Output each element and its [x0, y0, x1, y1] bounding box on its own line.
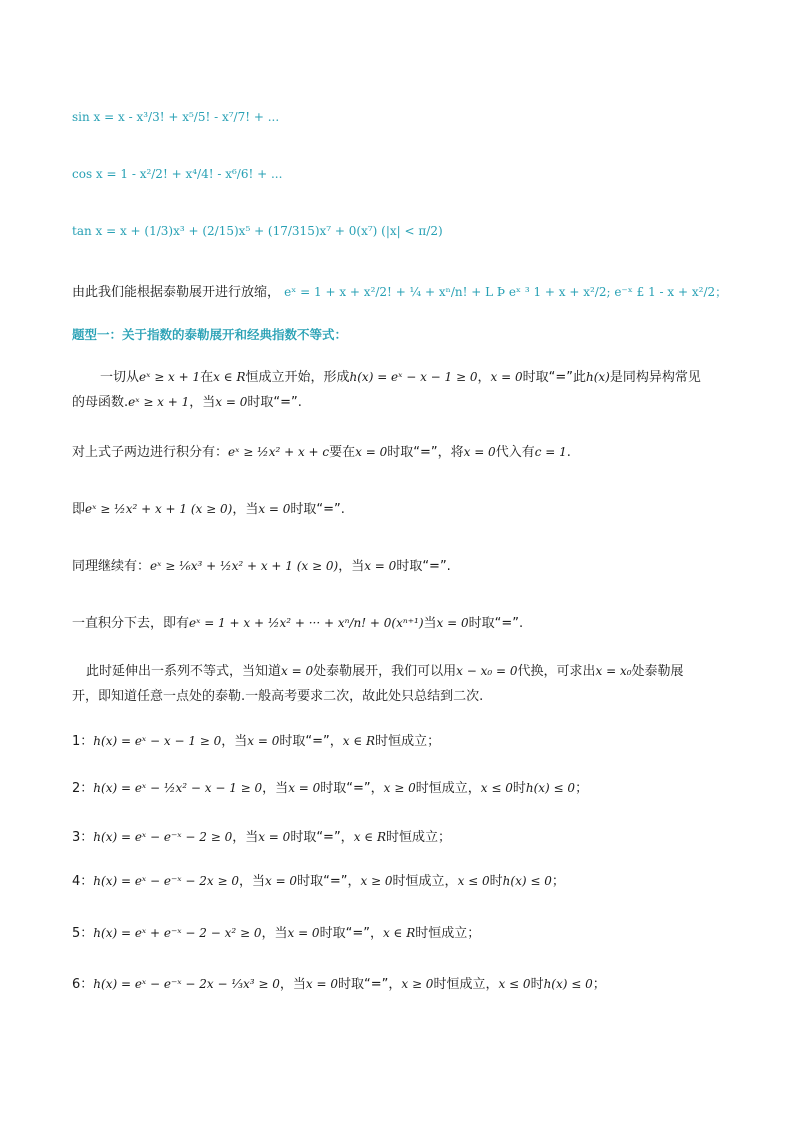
formula: x ≥ 0	[383, 781, 416, 795]
text: 时取“=”此	[522, 370, 586, 385]
text: 即	[72, 502, 86, 517]
paragraph-cubic	[72, 557, 451, 576]
sin-series: sin x = x - x³/3! + x⁵/5! - x⁷/7! + ...	[72, 110, 280, 124]
formula: h(x) = eˣ − x − 1 ≥ 0	[349, 370, 478, 384]
formula: x = 0	[463, 445, 496, 459]
paragraph-origin	[100, 368, 701, 387]
list-item	[72, 924, 480, 943]
text: 的母函数.	[72, 395, 129, 410]
text: 要在	[329, 445, 356, 460]
text: ；	[551, 874, 565, 889]
formula: x = 0	[288, 781, 321, 795]
formula: eˣ ≥ ½x² + x + 1 (x ≥ 0)	[85, 502, 233, 516]
formula: x ∈ R	[213, 370, 246, 384]
formula: eˣ ≥ x + 1	[139, 370, 201, 384]
text: ，当	[338, 559, 365, 574]
formula: x = 0	[247, 734, 280, 748]
text: ，当	[262, 781, 289, 796]
text: 时取“=”.	[247, 395, 302, 410]
formula: h(x) ≤ 0	[525, 781, 576, 795]
text: 时恒成立；	[375, 734, 441, 749]
text: 当	[423, 616, 437, 631]
text: 时取“=”，	[279, 734, 343, 749]
formula: x = 0	[258, 502, 291, 516]
paragraph-extension-cont: 开，即知道任意一点处的泰勒.一般高考要求二次，故此处只总结到二次.	[72, 689, 484, 704]
text: 时恒成立；	[415, 926, 481, 941]
text: 时取“=”，将	[387, 445, 464, 460]
formula: eˣ ≥ x + 1	[128, 395, 190, 409]
formula: x = 0	[436, 616, 469, 630]
section-heading: 题型一：关于指数的泰勒展开和经典指数不等式：	[72, 327, 348, 342]
formula: x = 0	[364, 559, 397, 573]
text: ；	[575, 781, 589, 796]
text: 时取“=”.	[396, 559, 451, 574]
formula: x ∈ R	[342, 734, 376, 748]
text: 时恒成立，	[415, 781, 481, 796]
text: 时恒成立，	[392, 874, 458, 889]
text: ，当	[238, 874, 265, 889]
paragraph-extension	[86, 662, 684, 681]
formula: x ≤ 0	[457, 874, 490, 888]
list-item	[72, 872, 565, 891]
formula: x − x₀ = 0	[456, 664, 518, 678]
paragraph-series	[72, 614, 523, 633]
text: ，当	[261, 926, 288, 941]
text: 时	[530, 977, 544, 992]
text: 时	[489, 874, 503, 889]
intro-inequality: eˣ = 1 + x + x²/2! + ¼ + xⁿ/n! + L Þ eˣ ³ 1 + x + x²/2; e⁻ˣ £ 1 - x + x²/2；	[284, 285, 728, 299]
formula: x = 0	[264, 874, 298, 888]
formula: x = 0	[258, 830, 291, 844]
formula: x ∈ R	[353, 830, 387, 844]
text: 同理继续有：	[72, 559, 151, 574]
text: 对上式子两边进行积分有：	[72, 445, 229, 460]
item-number: 2：	[72, 781, 94, 796]
text: ，当	[232, 502, 259, 517]
formula: eˣ ≥ ⅙x³ + ½x² + x + 1 (x ≥ 0)	[150, 559, 339, 573]
formula: h(x) ≤ 0	[502, 874, 552, 888]
item-number: 5：	[72, 926, 94, 941]
formula: x = 0	[355, 445, 388, 459]
formula: h(x) ≤ 0	[543, 977, 593, 991]
text: 时恒成立；	[386, 830, 452, 845]
formula: h(x) = eˣ − e⁻ˣ − 2x − ⅓x³ ≥ 0	[93, 977, 280, 991]
tan-series: tan x = x + (1/3)x³ + (2/15)x⁵ + (17/315)x⁷ + 0(x⁷) (|x| < π/2)	[72, 224, 443, 238]
text: ，当	[221, 734, 248, 749]
formula: eˣ ≥ ½x² + x + c	[228, 445, 330, 459]
formula: x = 0	[305, 977, 338, 991]
text: 时取“=”，	[337, 977, 402, 992]
list-item	[72, 975, 606, 994]
text: 代入有	[495, 445, 535, 460]
paragraph-origin-cont	[72, 393, 302, 412]
formula: c = 1	[534, 445, 567, 459]
item-number: 3：	[72, 830, 94, 845]
formula: x ≥ 0	[401, 977, 434, 991]
text: 一切从	[100, 370, 140, 385]
text: 在	[200, 370, 214, 385]
text: 时取“=”，	[320, 781, 384, 796]
formula: x = 0	[215, 395, 248, 409]
text: 此时延伸出一系列不等式，当知道	[86, 664, 282, 679]
text: ；	[592, 977, 606, 992]
formula: h(x) = eˣ − e⁻ˣ − 2x ≥ 0	[93, 874, 239, 888]
item-number: 6：	[72, 977, 94, 992]
formula: h(x) = eˣ − x − 1 ≥ 0	[93, 734, 222, 748]
formula: h(x) = eˣ − e⁻ˣ − 2 ≥ 0	[93, 830, 233, 844]
text: 是同构异构常见	[609, 370, 701, 385]
text: ，当	[232, 830, 259, 845]
formula: h(x)	[586, 370, 610, 384]
text: 恒成立开始，形成	[245, 370, 350, 385]
text: 一直积分下去，即有	[72, 616, 190, 631]
formula: eˣ = 1 + x + ½x² + ··· + xⁿ/n! + 0(xⁿ⁺¹)	[189, 616, 424, 630]
text: 时	[512, 781, 526, 796]
text: 时恒成立，	[433, 977, 499, 992]
formula: x ∈ R	[382, 926, 416, 940]
formula: x ≤ 0	[480, 781, 513, 795]
intro-text: 由此我们能根据泰勒展开进行放缩，	[72, 285, 281, 300]
text: 时取“=”，	[319, 926, 383, 941]
list-item	[72, 732, 440, 751]
paragraph-integral	[72, 443, 571, 462]
cos-series: cos x = 1 - x²/2! + x⁴/4! - x⁶/6! + ...	[72, 167, 283, 181]
formula: x ≥ 0	[360, 874, 393, 888]
text: 代换，可求出	[517, 664, 596, 679]
formula: x = 0	[287, 926, 320, 940]
formula: x = 0	[490, 370, 523, 384]
text: 处泰勒展开，我们可以用	[313, 664, 457, 679]
formula: h(x) = eˣ + e⁻ˣ − 2 − x² ≥ 0	[93, 926, 262, 940]
formula: h(x) = eˣ − ½x² − x − 1 ≥ 0	[93, 781, 263, 795]
text: ，当	[279, 977, 306, 992]
text: 时取“=”.	[468, 616, 524, 631]
formula: x = x₀	[595, 664, 632, 678]
item-number: 1：	[72, 734, 94, 749]
text: .	[566, 445, 571, 460]
list-item	[72, 828, 451, 847]
paragraph-quadratic	[72, 500, 345, 519]
item-number: 4：	[72, 874, 94, 889]
formula: x = 0	[281, 664, 314, 678]
text: 时取“=”，	[297, 874, 361, 889]
text: ，	[477, 370, 491, 385]
text: 时取“=”.	[290, 502, 345, 517]
text: 时取“=”，	[290, 830, 354, 845]
text: 处泰勒展	[631, 664, 684, 679]
list-item	[72, 779, 588, 798]
formula: x ≤ 0	[498, 977, 531, 991]
text: ，当	[189, 395, 216, 410]
intro-line	[72, 283, 727, 302]
